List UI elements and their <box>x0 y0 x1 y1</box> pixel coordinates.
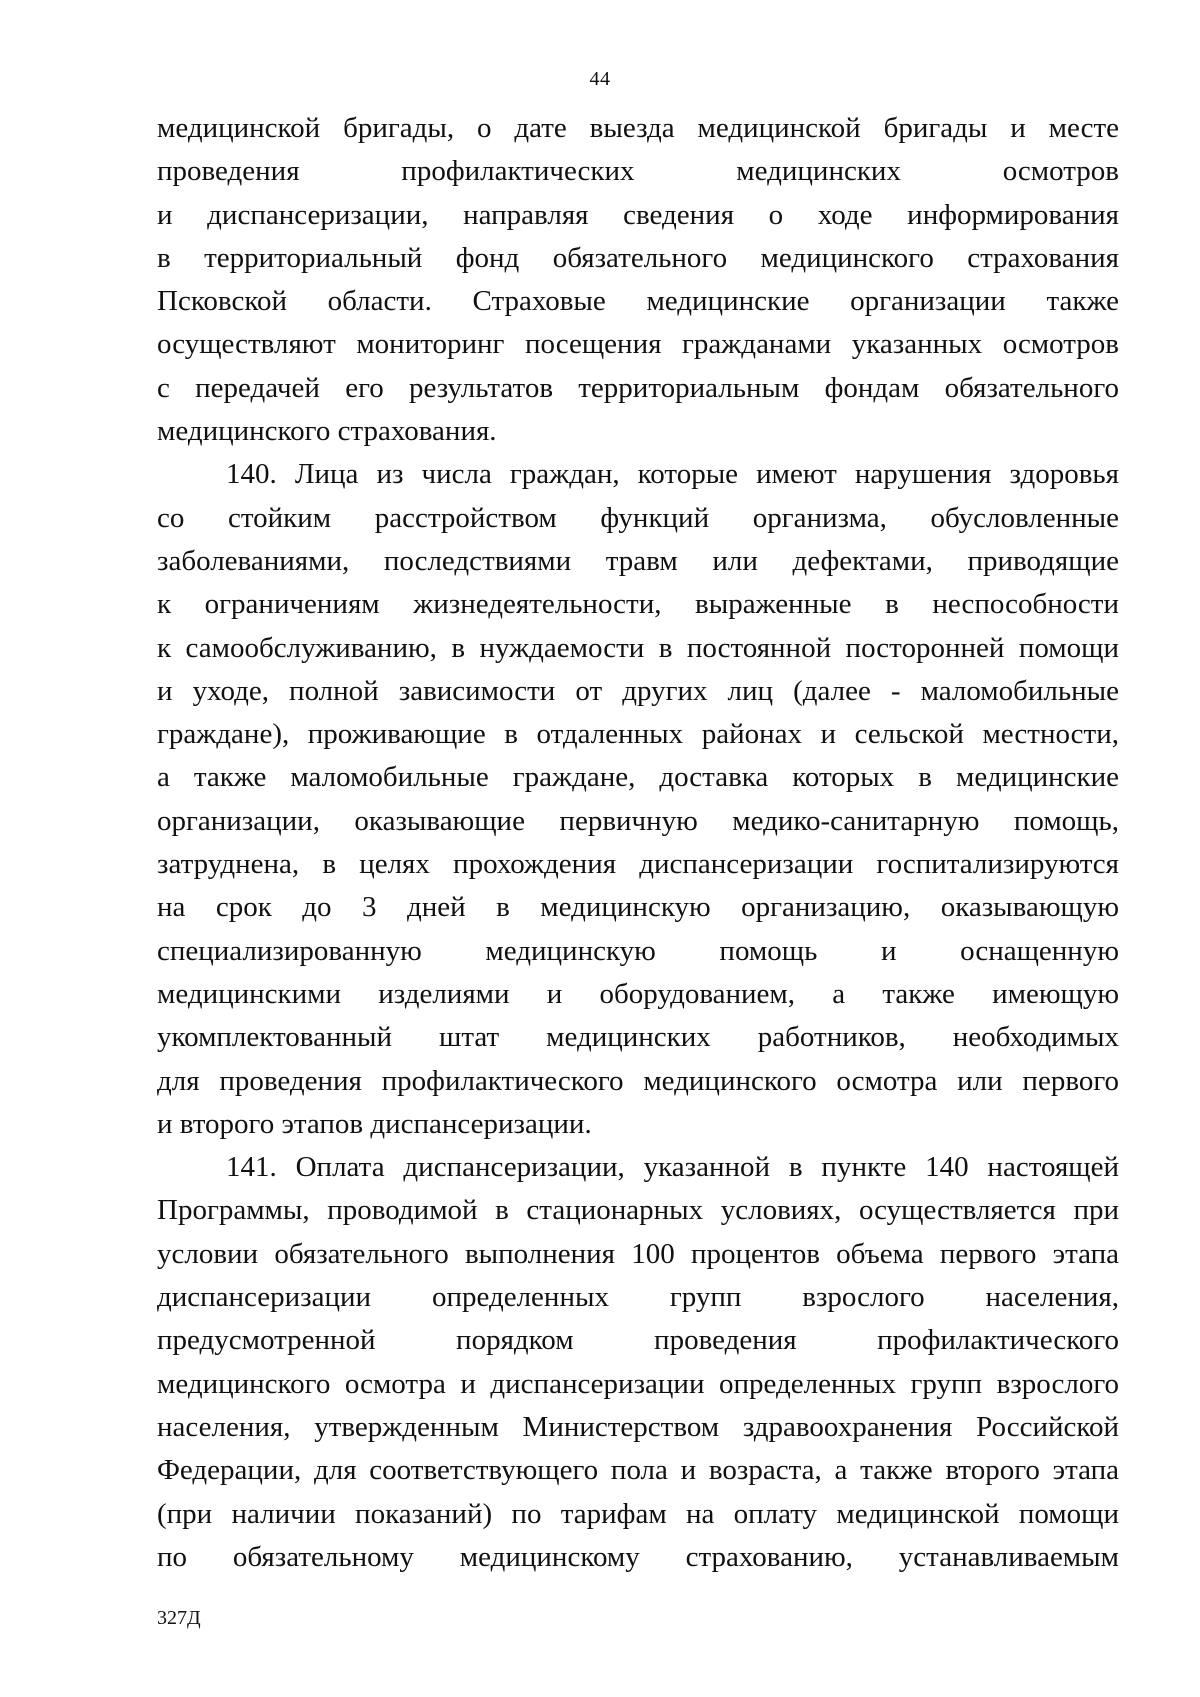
text-line: медицинского осмотра и диспансеризации определенных групп взрослого <box>157 1367 1119 1400</box>
text-line: 141. Оплата диспансеризации, указанной в пункте 140 настоящей <box>226 1151 1119 1184</box>
text-line: к ограничениям жизнедеятельности, выраженные в неспособности <box>157 588 1119 621</box>
document-code: 327Д <box>157 1607 201 1629</box>
text-line: к самообслуживанию, в нуждаемости в постоянной посторонней помощи <box>157 631 1119 664</box>
text-line: предусмотренной порядком проведения профилактического <box>157 1324 1119 1357</box>
text-line: организации, оказывающие первичную медико-санитарную помощь, <box>157 804 1119 837</box>
document-body <box>157 107 1119 1579</box>
text-line: специализированную медицинскую помощь и оснащенную <box>157 934 1119 967</box>
text-line: и второго этапов диспансеризации. <box>157 1107 592 1140</box>
text-line: медицинского страхования. <box>157 415 497 448</box>
text-line: и уходе, полной зависимости от других лиц (далее - маломобильные <box>157 674 1119 707</box>
text-line: в территориальный фонд обязательного медицинского страхования <box>157 241 1119 274</box>
text-line: затруднена, в целях прохождения диспансеризации госпитализируются <box>157 848 1119 881</box>
text-line: а также маломобильные граждане, доставка которых в медицинские <box>157 761 1119 794</box>
text-line: населения, утвержденным Министерством здравоохранения Российской <box>157 1410 1119 1443</box>
text-line: по обязательному медицинскому страхованию, устанавливаемым <box>157 1540 1119 1573</box>
text-line: Псковской области. Страховые медицинские организации также <box>157 285 1119 318</box>
text-line: со стойким расстройством функций организма, обусловленные <box>157 501 1119 534</box>
text-line: заболеваниями, последствиями травм или дефектами, приводящие <box>157 544 1119 577</box>
text-line: условии обязательного выполнения 100 процентов объема первого этапа <box>157 1237 1119 1270</box>
page-number: 44 <box>589 68 611 90</box>
text-line: (при наличии показаний) по тарифам на оплату медицинской помощи <box>157 1497 1119 1530</box>
text-line: диспансеризации определенных групп взрослого населения, <box>157 1281 1119 1314</box>
text-line: на срок до 3 дней в медицинскую организацию, оказывающую <box>157 891 1119 924</box>
text-line: медицинскими изделиями и оборудованием, а также имеющую <box>157 977 1119 1010</box>
text-line: граждане), проживающие в отдаленных районах и сельской местности, <box>157 718 1119 751</box>
text-line: Федерации, для соответствующего пола и возраста, а также второго этапа <box>157 1454 1119 1487</box>
text-line: и диспансеризации, направляя сведения о ходе информирования <box>157 198 1119 231</box>
text-line: проведения профилактических медицинских осмотров <box>157 155 1119 188</box>
text-line: Программы, проводимой в стационарных условиях, осуществляется при <box>157 1194 1119 1227</box>
text-line: для проведения профилактического медицинского осмотра или первого <box>157 1064 1119 1097</box>
text-line: осуществляют мониторинг посещения гражданами указанных осмотров <box>157 328 1119 361</box>
text-line: с передачей его результатов территориальным фондам обязательного <box>157 371 1119 404</box>
text-line: медицинской бригады, о дате выезда медицинской бригады и месте <box>157 112 1119 144</box>
text-line: 140. Лица из числа граждан, которые имеют нарушения здоровья <box>226 458 1119 491</box>
text-line: укомплектованный штат медицинских работников, необходимых <box>157 1021 1119 1054</box>
